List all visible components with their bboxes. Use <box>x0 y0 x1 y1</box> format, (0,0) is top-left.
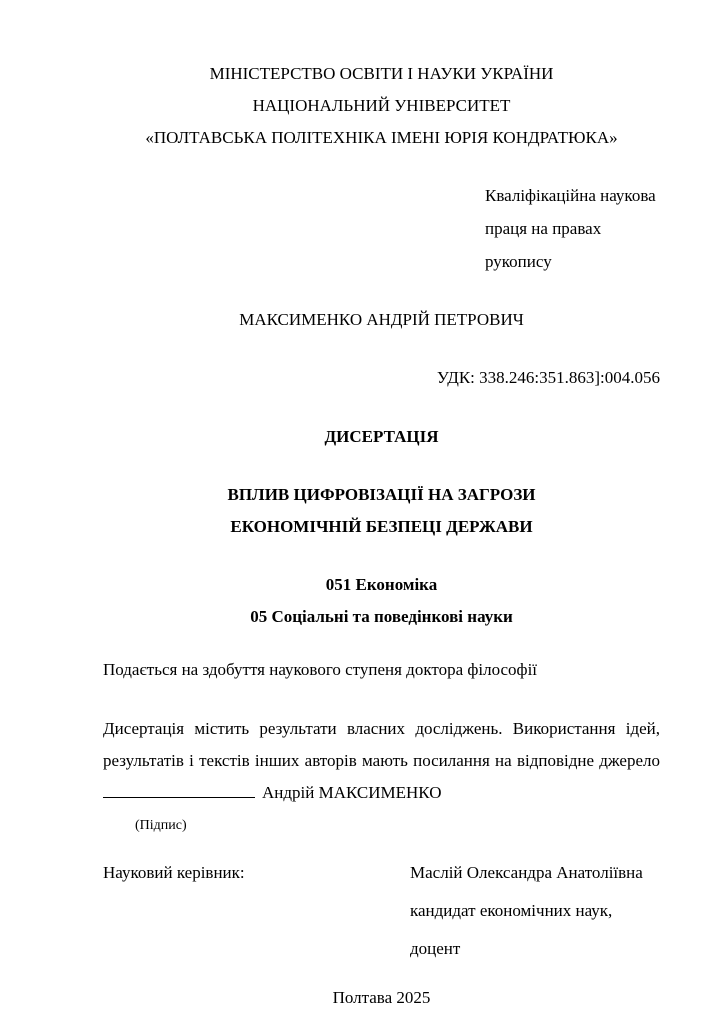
dissertation-title-line2: ЕКОНОМІЧНІЙ БЕЗПЕЦІ ДЕРЖАВИ <box>230 517 533 536</box>
author-name: МАКСИМЕНКО АНДРІЙ ПЕТРОВИЧ <box>239 310 524 329</box>
supervisor-label: Науковий керівник: <box>103 863 245 882</box>
qualification-note-line2: праця на правах рукопису <box>485 219 602 271</box>
declaration-line1: Дисертація містить результати власних досліджень. Використання ідей, <box>103 719 660 738</box>
udc-code: УДК: 338.246:351.863]:004.056 <box>436 368 660 387</box>
specialty-field: 05 Соціальні та поведінкові науки <box>250 607 513 626</box>
ministry-line: МІНІСТЕРСТВО ОСВІТИ І НАУКИ УКРАЇНИ <box>209 64 554 83</box>
qualification-note <box>485 179 660 278</box>
header-block <box>103 58 660 154</box>
signature-line <box>103 781 255 798</box>
dissertation-title-line1: ВПЛИВ ЦИФРОВІЗАЦІЇ НА ЗАГРОЗИ <box>227 485 536 504</box>
supervisor-block <box>103 854 660 968</box>
university-name-line: «ПОЛТАВСЬКА ПОЛІТЕХНІКА ІМЕНІ ЮРІЯ КОНДРАТЮКА» <box>145 128 618 147</box>
signature-row <box>103 777 660 809</box>
city-year: Полтава 2025 <box>332 988 431 1007</box>
specialty-block <box>103 569 660 633</box>
declaration-paragraph <box>103 713 660 777</box>
declaration-line2: результатів і текстів інших авторів мають посилання на відповідне джерело <box>103 751 660 770</box>
specialty-code: 051 Економіка <box>325 575 438 594</box>
supervisor-name: Маслій Олександра Анатоліївна <box>410 863 643 882</box>
document-type: ДИСЕРТАЦІЯ <box>324 427 439 446</box>
submission-note: Подається на здобуття наукового ступеня доктора філософії <box>103 660 538 679</box>
supervisor-info <box>410 854 660 968</box>
supervisor-degree: кандидат економічних наук, доцент <box>410 901 613 958</box>
qualification-note-line1: Кваліфікаційна наукова <box>485 186 656 205</box>
university-line: НАЦІОНАЛЬНИЙ УНІВЕРСИТЕТ <box>252 96 511 115</box>
dissertation-title <box>103 479 660 543</box>
signature-caption: (Підпис) <box>135 818 187 833</box>
signature-name: Андрій МАКСИМЕНКО <box>262 783 442 802</box>
